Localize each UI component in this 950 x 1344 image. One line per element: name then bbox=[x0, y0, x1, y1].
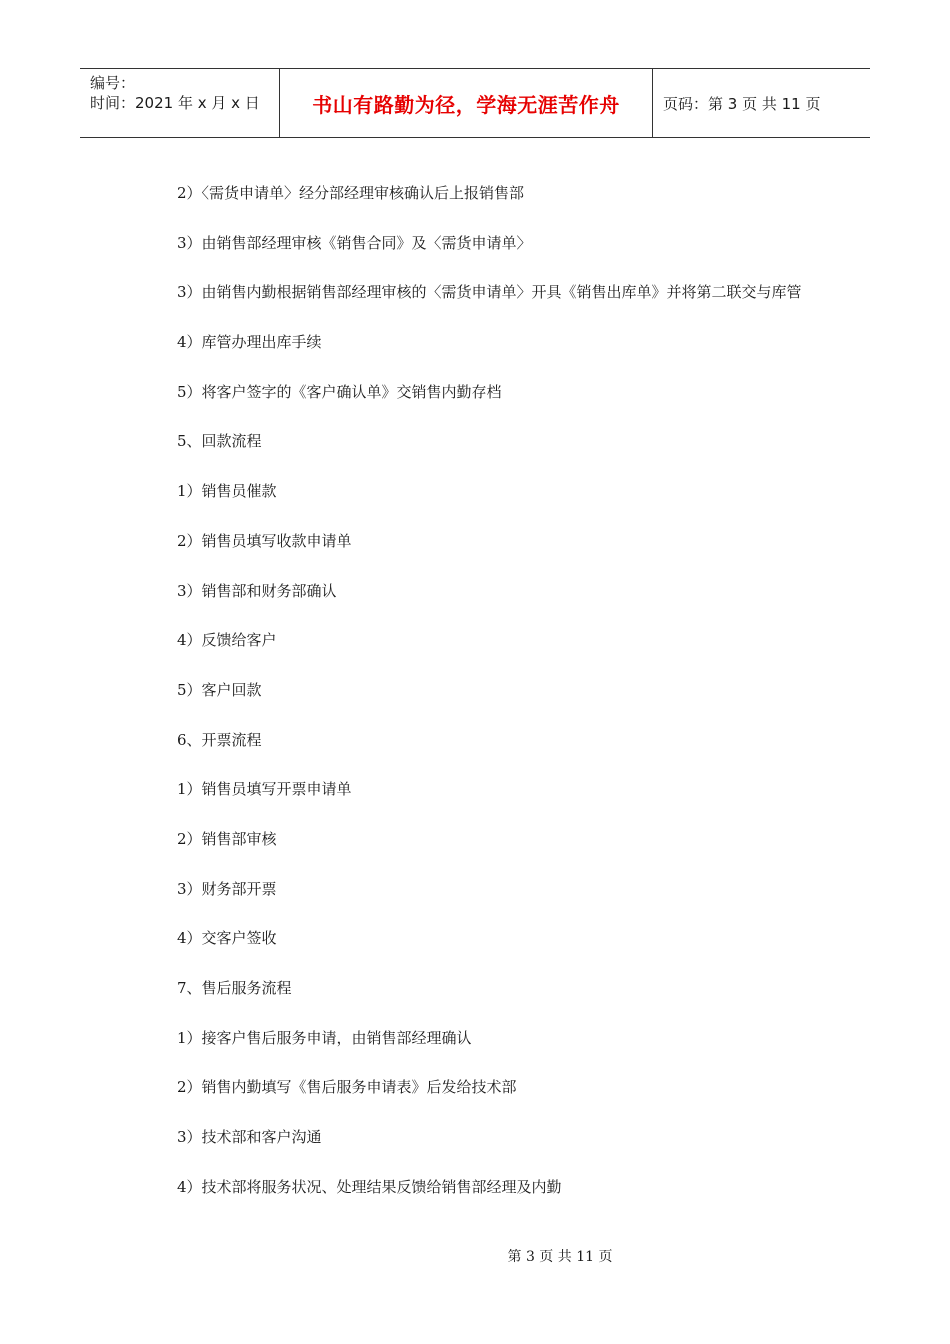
header-meta bbox=[80, 69, 280, 137]
paragraph: 4）技术部将服务状况、处理结果反馈给销售部经理及内勤 bbox=[177, 1177, 562, 1196]
paragraph: 3）技术部和客户沟通 bbox=[177, 1128, 322, 1147]
paragraph: 5）客户回款 bbox=[177, 680, 262, 699]
paragraph: 2）销售员填写收款申请单 bbox=[177, 531, 352, 550]
section-heading: 6、开票流程 bbox=[177, 730, 262, 749]
doc-number-label: 编号： bbox=[90, 74, 136, 92]
paragraph: 4）交客户签收 bbox=[177, 929, 277, 948]
paragraph: 2）〈需货申请单〉经分部经理审核确认后上报销售部 bbox=[177, 184, 525, 202]
paragraph: 1）销售员填写开票申请单 bbox=[177, 780, 352, 799]
section-heading: 7、售后服务流程 bbox=[177, 979, 292, 997]
document-body bbox=[145, 180, 825, 1223]
paragraph: 2）销售内勤填写《售后服务申请表》后发给技术部 bbox=[177, 1078, 517, 1097]
section-heading: 5、回款流程 bbox=[177, 432, 262, 451]
paragraph: 3）由销售内勤根据销售部经理审核的〈需货申请单〉开具《销售出库单》并将第二联交与库管 bbox=[177, 283, 802, 302]
paragraph: 3）由销售部经理审核《销售合同》及〈需货申请单〉 bbox=[177, 233, 532, 252]
paragraph: 4）反馈给客户 bbox=[177, 631, 277, 650]
page-header bbox=[80, 68, 870, 138]
paragraph: 4）库管办理出库手续 bbox=[177, 333, 322, 352]
doc-time-label: 时间：2021 年 x 月 x 日 bbox=[90, 94, 260, 112]
paragraph: 3）销售部和财务部确认 bbox=[177, 581, 337, 600]
header-slogan: 书山有路勤为径，学海无涯苦作舟 bbox=[280, 69, 653, 137]
paragraph: 1）接客户售后服务申请，由销售部经理确认 bbox=[177, 1028, 472, 1047]
paragraph: 1）销售员催款 bbox=[177, 482, 277, 501]
header-page-info: 页码：第 3 页 共 11 页 bbox=[663, 94, 821, 113]
paragraph: 2）销售部审核 bbox=[177, 829, 277, 848]
paragraph: 5）将客户签字的《客户确认单》交销售内勤存档 bbox=[177, 382, 502, 401]
paragraph: 3）财务部开票 bbox=[177, 879, 277, 898]
page-footer: 第 3 页 共 11 页 bbox=[507, 1249, 613, 1265]
